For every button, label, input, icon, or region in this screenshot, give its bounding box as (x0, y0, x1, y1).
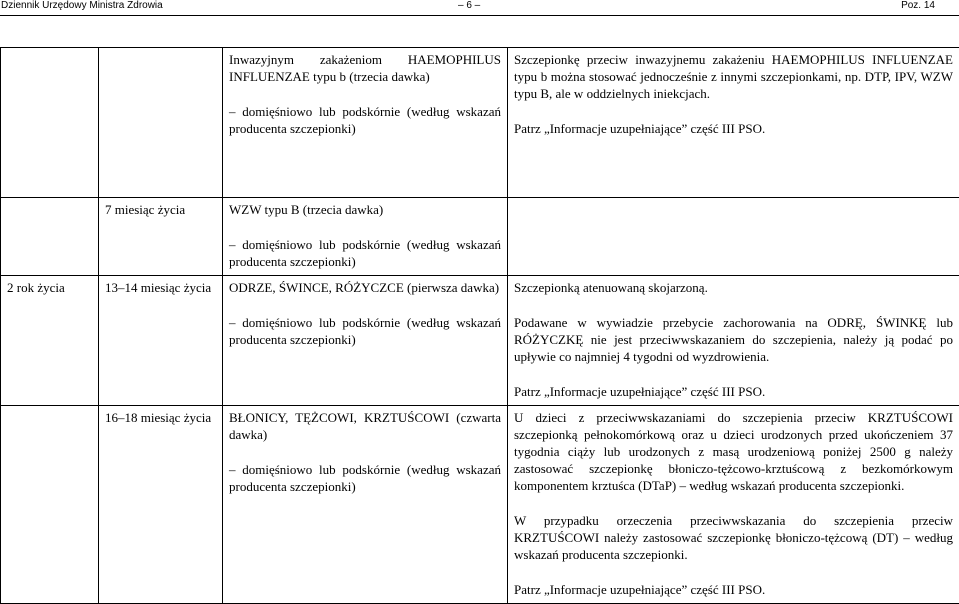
note-reference: Patrz „Informacje uzupełniające” część III PSO. (514, 581, 953, 598)
age-cell (1, 48, 99, 198)
notes-cell (508, 406, 959, 604)
vaccine-cell (223, 48, 508, 198)
table-row (1, 406, 959, 604)
vaccine-name: WZW typu B (trzecia dawka) (229, 201, 501, 218)
notes-cell (508, 198, 959, 276)
vaccination-schedule-table (0, 47, 959, 604)
table-row (1, 198, 959, 276)
page-number: – 6 – (458, 0, 480, 12)
administration-route: – domięśniowo lub podskórnie (według wskazań producenta szczepionki) (229, 314, 501, 348)
note-text: Szczepionkę przeciw inwazyjnemu zakażeniu HAEMOPHILUS INFLUENZAE typu b można stosować jednocześnie z innymi szczepionkami, np. DTP, IPV, WZW typu B, ale w oddzielnych iniekcjach. (514, 51, 953, 102)
vaccine-cell (223, 198, 508, 276)
month-cell: 7 miesiąc życia (99, 198, 223, 276)
vaccine-name: ODRZE, ŚWINCE, RÓŻYCZCE (pierwsza dawka) (229, 279, 501, 296)
notes-cell (508, 276, 959, 406)
age-cell (1, 198, 99, 276)
table-row (1, 48, 959, 198)
month-cell: 13–14 miesiąc życia (99, 276, 223, 406)
position-number: Poz. 14 (901, 0, 935, 12)
age-cell: 2 rok życia (1, 276, 99, 406)
age-cell (1, 406, 99, 604)
page-header (0, 0, 959, 16)
vaccine-name: BŁONICY, TĘŻCOWI, KRZTUŚCOWI (czwarta dawka) (229, 409, 501, 443)
note-text: U dzieci z przeciwwskazaniami do szczepienia przeciw KRZTUŚCOWI szczepionką pełnokomórkową oraz u dzieci urodzonych przed ukończeniem 37 tygodnia ciąży lub urodzonych z masą urodzeniową poniżej 2500 g należy zastosować szczepionkę błoniczo-tężcowo-krztuścową z bezkomórkowym komponentem krztuśca (DTaP) – według wskazań producenta szczepionki. (514, 409, 953, 494)
vaccine-cell (223, 406, 508, 604)
administration-route: – domięśniowo lub podskórnie (według wskazań producenta szczepionki) (229, 461, 501, 495)
administration-route: – domięśniowo lub podskórnie (według wskazań producenta szczepionki) (229, 103, 501, 137)
vaccine-cell (223, 276, 508, 406)
note-reference: Patrz „Informacje uzupełniające” część III PSO. (514, 383, 953, 400)
month-cell (99, 48, 223, 198)
table-row (1, 276, 959, 406)
note-text: W przypadku orzeczenia przeciwwskazania do szczepienia przeciw KRZTUŚCOWI należy zastosować szczepionkę błoniczo-tężcową (DT) – według wskazań producenta szczepionki. (514, 512, 953, 563)
note-text: Podawane w wywiadzie przebycie zachorowania na ODRĘ, ŚWINKĘ lub RÓŻYCZKĘ nie jest przeciwwskazaniem do szczepienia, należy ją podać po upływie co najmniej 4 tygodni od wyzdrowienia. (514, 314, 953, 365)
notes-cell (508, 48, 959, 198)
vaccine-name: Inwazyjnym zakażeniom HAEMOPHILUS INFLUENZAE typu b (trzecia dawka) (229, 51, 501, 85)
note-text: Szczepionką atenuowaną skojarzoną. (514, 279, 953, 296)
note-reference: Patrz „Informacje uzupełniające” część III PSO. (514, 120, 953, 137)
journal-title: Dziennik Urzędowy Ministra Zdrowia (1, 0, 163, 12)
administration-route: – domięśniowo lub podskórnie (według wskazań producenta szczepionki) (229, 236, 501, 270)
month-cell: 16–18 miesiąc życia (99, 406, 223, 604)
